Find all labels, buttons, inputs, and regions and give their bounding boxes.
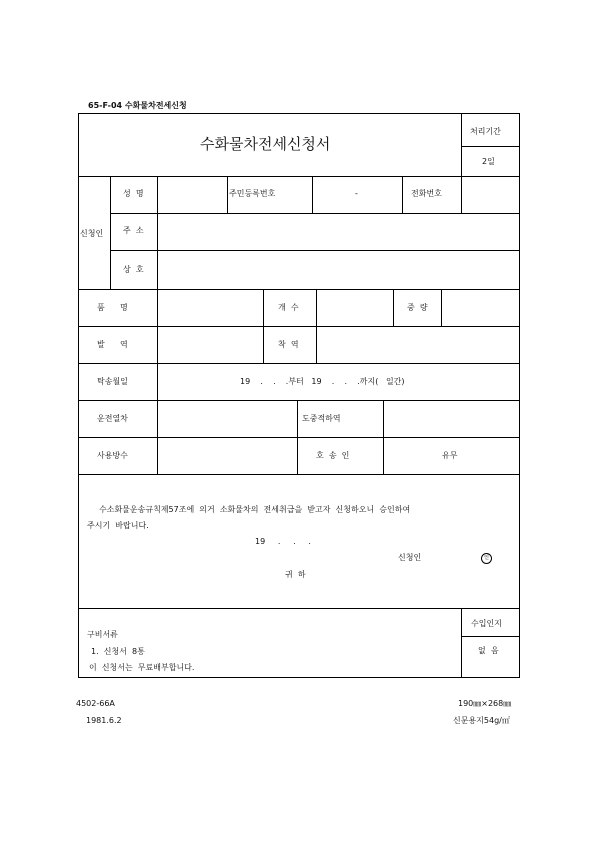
divider — [78, 363, 520, 364]
origin-station-field[interactable] — [158, 327, 262, 362]
loading-date-label: 탁송월일 — [97, 377, 128, 386]
applicant-group-label: 신청인 — [80, 229, 104, 238]
phone-label: 전화번호 — [411, 189, 442, 198]
footer-paper-type: 신문용지54g/㎡ — [453, 716, 510, 725]
application-date[interactable]: 19 . . . — [255, 537, 311, 546]
revenue-stamp-value: 없 음 — [478, 646, 499, 655]
divider — [78, 437, 520, 438]
divider — [78, 474, 520, 475]
form-code: 65-F-04 수화물차전세신청 — [88, 101, 187, 110]
name-label: 성 명 — [123, 189, 144, 198]
via-unloading-station-field[interactable] — [384, 401, 519, 436]
processing-period-value: 2일 — [482, 157, 495, 166]
divider — [78, 608, 520, 609]
divider — [461, 146, 520, 147]
divider — [227, 176, 228, 213]
resident-number-label: 주민등록번호 — [229, 189, 276, 198]
count-label: 개 수 — [278, 303, 299, 312]
signer-label: 신청인 — [398, 553, 422, 562]
processing-period-label: 처리기간 — [470, 127, 501, 136]
operation-train-label: 운전열차 — [97, 414, 128, 423]
item-name-field[interactable] — [158, 290, 262, 325]
business-name-field[interactable] — [158, 251, 519, 288]
divider — [461, 608, 462, 678]
statement-line-2: 주시기 바랍니다. — [87, 521, 149, 530]
seal-mark: 인 — [481, 553, 492, 564]
divider — [312, 176, 313, 213]
divider — [110, 176, 111, 289]
free-distribution-note: 이 신청서는 무료배부합니다. — [89, 663, 195, 672]
divider — [393, 289, 394, 326]
name-field[interactable] — [158, 177, 226, 212]
item-name-label: 품 명 — [97, 303, 128, 312]
resident-number-field[interactable]: - — [355, 189, 358, 198]
recipient-label: 귀 하 — [285, 570, 306, 579]
divider — [263, 289, 264, 363]
footer-paper-size: 190㎜×268㎜ — [458, 699, 512, 708]
application-form — [78, 113, 520, 678]
attachment-item-1: 1. 신청서 8통 — [91, 647, 145, 656]
divider — [297, 400, 298, 474]
destination-station-field[interactable] — [317, 327, 519, 362]
divider — [78, 176, 520, 177]
phone-field[interactable] — [462, 177, 519, 212]
destination-station-label: 착 역 — [278, 340, 299, 349]
address-field[interactable] — [158, 214, 519, 249]
escort-label: 호 송 인 — [316, 451, 350, 460]
via-unloading-station-label: 도중적하역 — [302, 414, 341, 423]
footer-form-number: 4502-66A — [76, 699, 115, 708]
form-title: 수화물차전세신청서 — [200, 135, 331, 153]
divider — [461, 113, 462, 176]
divider — [402, 176, 403, 213]
loading-date-period[interactable]: 19 . . .부터 19 . . .까지( 일간) — [240, 377, 405, 386]
statement-line-1: 수소화물운송규칙제57조에 의거 소화물차의 전세취급을 받고자 신청하오니 승인하여 — [99, 505, 411, 514]
divider — [461, 636, 520, 637]
weight-label: 중 량 — [407, 303, 428, 312]
attachments-title: 구비서류 — [87, 630, 118, 639]
business-name-label: 상 호 — [123, 265, 144, 274]
address-label: 주 소 — [123, 226, 144, 235]
count-field[interactable] — [317, 290, 392, 325]
usage-count-label: 사용방수 — [97, 451, 128, 460]
escort-value[interactable]: 유무 — [442, 451, 458, 460]
footer-date: 1981.6.2 — [86, 716, 122, 725]
weight-field[interactable] — [442, 290, 519, 325]
usage-count-field[interactable] — [158, 438, 296, 473]
operation-train-field[interactable] — [158, 401, 296, 436]
revenue-stamp-label: 수입인지 — [471, 619, 502, 628]
origin-station-label: 발 역 — [97, 340, 128, 349]
